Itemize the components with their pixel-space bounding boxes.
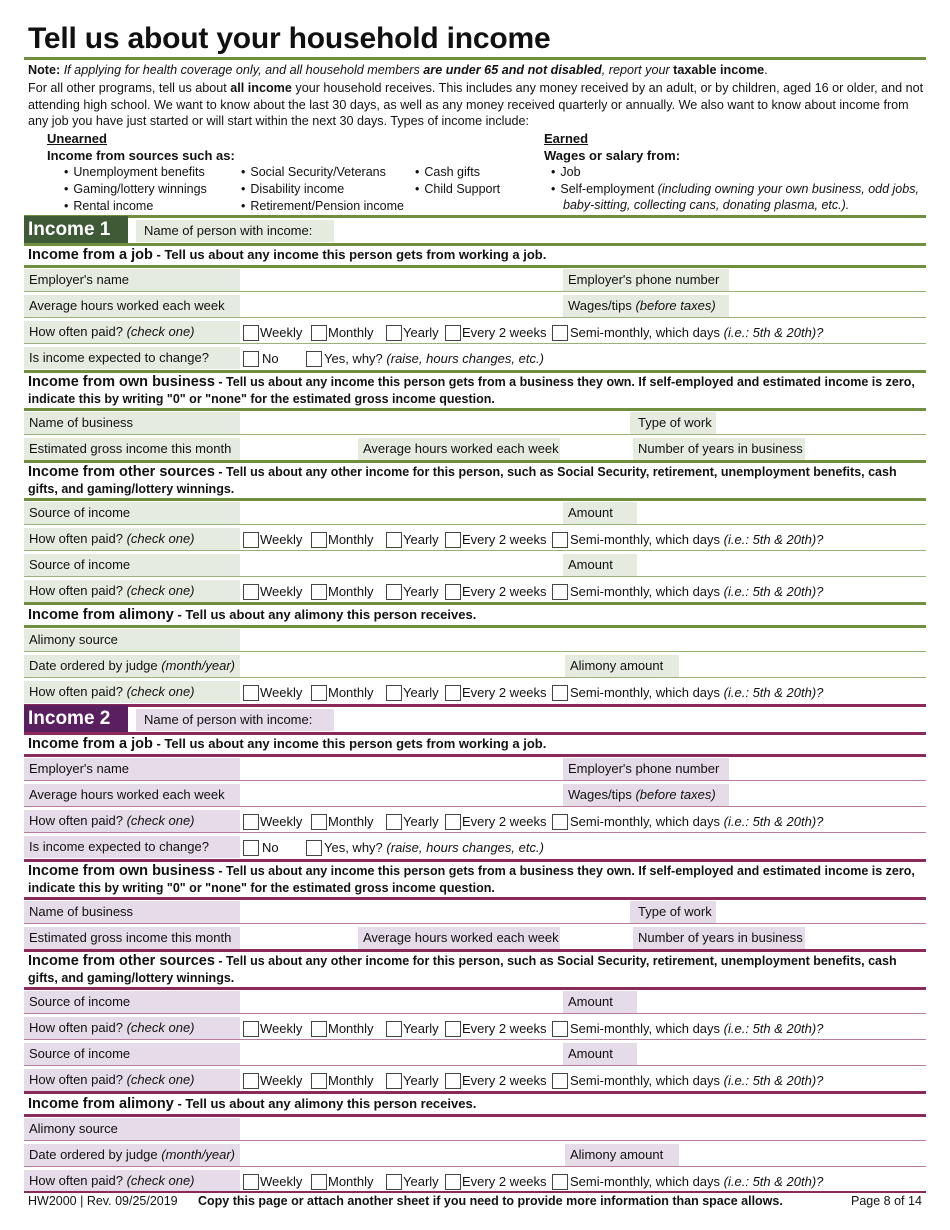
frequency-checkbox[interactable] xyxy=(445,1021,461,1037)
divider xyxy=(24,291,926,292)
alimony-section-heading: Income from alimony - Tell us about any alimony this person receives. xyxy=(28,607,477,623)
divider xyxy=(24,524,926,525)
employer-phone-input[interactable] xyxy=(731,758,926,780)
change-no-checkbox[interactable] xyxy=(243,351,259,367)
frequency-option-label: Every 2 weeks xyxy=(462,532,547,547)
frequency-checkbox[interactable] xyxy=(386,814,402,830)
source-of-income-input[interactable] xyxy=(242,1043,560,1065)
frequency-checkbox[interactable] xyxy=(243,532,259,548)
employer-name-label: Employer's name xyxy=(24,758,240,780)
frequency-option-label: Yearly xyxy=(403,685,439,700)
divider xyxy=(24,602,926,605)
form-id: HW2000 | Rev. 09/25/2019 xyxy=(28,1194,178,1208)
frequency-checkbox[interactable] xyxy=(386,685,402,701)
income-type-item: • Gaming/lottery winnings xyxy=(64,182,207,196)
frequency-checkbox[interactable] xyxy=(311,1021,327,1037)
years-in-business-input[interactable] xyxy=(807,438,926,460)
years-in-business-label: Number of years in business xyxy=(633,438,805,460)
business-hours-label: Average hours worked each week xyxy=(358,927,560,949)
employer-phone-label: Employer's phone number xyxy=(563,269,729,291)
employer-phone-input[interactable] xyxy=(731,269,926,291)
job-section-heading: Income from a job - Tell us about any income this person gets from working a job. xyxy=(28,247,547,263)
unearned-subheading: Income from sources such as: xyxy=(47,148,235,163)
divider xyxy=(24,317,926,318)
frequency-checkbox[interactable] xyxy=(243,1174,259,1190)
frequency-option-label: Weekly xyxy=(260,685,303,700)
semi-monthly-checkbox[interactable] xyxy=(552,325,568,341)
date-ordered-input[interactable] xyxy=(242,655,562,677)
divider xyxy=(24,832,926,833)
amount-label: Amount xyxy=(563,991,637,1013)
estimated-gross-label: Estimated gross income this month xyxy=(24,438,240,460)
person-name-input[interactable] xyxy=(336,709,926,731)
divider xyxy=(24,651,926,652)
divider xyxy=(24,806,926,807)
frequency-option-label: Weekly xyxy=(260,325,303,340)
frequency-option-label: Yearly xyxy=(403,1073,439,1088)
income-type-item: • Unemployment benefits xyxy=(64,165,205,179)
source-of-income-input[interactable] xyxy=(242,991,560,1013)
business-section-heading: Income from own business - Tell us about any income this person gets from a business they own. If self-employed and estimated income is zero, indicate this by writing "0" or "none" for the estimated gross income question. xyxy=(28,863,915,895)
frequency-checkbox[interactable] xyxy=(445,1174,461,1190)
frequency-checkbox[interactable] xyxy=(311,584,327,600)
alimony-source-input[interactable] xyxy=(242,1118,926,1140)
how-often-label: How often paid? (check one) xyxy=(24,681,240,703)
frequency-option-label: Weekly xyxy=(260,584,303,599)
page-title: Tell us about your household income xyxy=(28,22,551,55)
divider xyxy=(24,243,926,246)
semi-monthly-label: Semi-monthly, which days (i.e.: 5th & 20th)? xyxy=(570,1073,824,1088)
frequency-checkbox[interactable] xyxy=(311,532,327,548)
income-type-item: • Disability income xyxy=(241,182,344,196)
frequency-option-label: Monthly xyxy=(328,685,374,700)
frequency-option-label: Monthly xyxy=(328,325,374,340)
frequency-option-label: Yearly xyxy=(403,1021,439,1036)
business-hours-input[interactable] xyxy=(562,927,628,949)
frequency-option-label: Weekly xyxy=(260,532,303,547)
change-no-label: No xyxy=(262,351,279,366)
employer-name-input[interactable] xyxy=(242,758,560,780)
date-ordered-label: Date ordered by judge (month/year) xyxy=(24,655,240,677)
semi-monthly-label: Semi-monthly, which days (i.e.: 5th & 20th)? xyxy=(570,814,824,829)
amount-input[interactable] xyxy=(639,502,926,524)
divider xyxy=(24,1013,926,1014)
employer-phone-label: Employer's phone number xyxy=(563,758,729,780)
business-hours-label: Average hours worked each week xyxy=(358,438,560,460)
earned-heading: Earned xyxy=(544,131,589,146)
income-section-badge: Income 1 xyxy=(24,216,128,243)
frequency-option-label: Monthly xyxy=(328,532,374,547)
amount-label: Amount xyxy=(563,554,637,576)
frequency-option-label: Weekly xyxy=(260,814,303,829)
source-of-income-label: Source of income xyxy=(24,554,240,576)
frequency-option-label: Monthly xyxy=(328,1174,374,1189)
divider xyxy=(24,408,926,411)
frequency-checkbox[interactable] xyxy=(386,1174,402,1190)
frequency-option-label: Every 2 weeks xyxy=(462,685,547,700)
divider xyxy=(24,754,926,757)
divider xyxy=(24,923,926,924)
semi-monthly-checkbox[interactable] xyxy=(552,584,568,600)
divider xyxy=(24,343,926,344)
frequency-checkbox[interactable] xyxy=(386,1073,402,1089)
semi-monthly-checkbox[interactable] xyxy=(552,814,568,830)
how-often-label: How often paid? (check one) xyxy=(24,321,240,343)
frequency-checkbox[interactable] xyxy=(445,814,461,830)
frequency-option-label: Yearly xyxy=(403,1174,439,1189)
semi-monthly-label: Semi-monthly, which days (i.e.: 5th & 20th)? xyxy=(570,685,824,700)
semi-monthly-label: Semi-monthly, which days (i.e.: 5th & 20th)? xyxy=(570,1021,824,1036)
change-no-checkbox[interactable] xyxy=(243,840,259,856)
frequency-option-label: Every 2 weeks xyxy=(462,584,547,599)
alimony-amount-input[interactable] xyxy=(681,655,926,677)
frequency-checkbox[interactable] xyxy=(243,1073,259,1089)
employer-name-input[interactable] xyxy=(242,269,560,291)
divider xyxy=(24,576,926,577)
wages-label: Wages/tips (before taxes) xyxy=(563,784,729,806)
divider xyxy=(24,1039,926,1040)
unearned-heading: Unearned xyxy=(47,131,107,146)
alimony-section-heading: Income from alimony - Tell us about any alimony this person receives. xyxy=(28,1096,477,1112)
how-often-label: How often paid? (check one) xyxy=(24,580,240,602)
business-name-input[interactable] xyxy=(242,412,628,434)
frequency-checkbox[interactable] xyxy=(386,532,402,548)
frequency-checkbox[interactable] xyxy=(243,814,259,830)
source-of-income-input[interactable] xyxy=(242,554,560,576)
person-name-input[interactable] xyxy=(336,220,926,242)
how-often-label: How often paid? (check one) xyxy=(24,810,240,832)
divider xyxy=(24,1065,926,1066)
divider xyxy=(24,987,926,990)
frequency-option-label: Monthly xyxy=(328,584,374,599)
divider xyxy=(24,1091,926,1094)
amount-input[interactable] xyxy=(639,1043,926,1065)
frequency-checkbox[interactable] xyxy=(386,325,402,341)
estimated-gross-label: Estimated gross income this month xyxy=(24,927,240,949)
frequency-checkbox[interactable] xyxy=(386,1021,402,1037)
business-name-label: Name of business xyxy=(24,412,240,434)
income-type-item: • Job xyxy=(551,165,581,179)
frequency-option-label: Weekly xyxy=(260,1174,303,1189)
frequency-option-label: Monthly xyxy=(328,814,374,829)
income-type-item: • Retirement/Pension income xyxy=(241,199,404,213)
amount-input[interactable] xyxy=(639,991,926,1013)
frequency-option-label: Weekly xyxy=(260,1021,303,1036)
frequency-checkbox[interactable] xyxy=(445,532,461,548)
wages-input[interactable] xyxy=(731,295,926,317)
frequency-checkbox[interactable] xyxy=(311,1073,327,1089)
avg-hours-input[interactable] xyxy=(242,295,560,317)
change-yes-checkbox[interactable] xyxy=(306,840,322,856)
business-hours-input[interactable] xyxy=(562,438,628,460)
frequency-checkbox[interactable] xyxy=(243,685,259,701)
frequency-option-label: Yearly xyxy=(403,532,439,547)
semi-monthly-label: Semi-monthly, which days (i.e.: 5th & 20th)? xyxy=(570,532,824,547)
footer-instruction: Copy this page or attach another sheet if you need to provide more information than space allows. xyxy=(198,1194,783,1208)
income-type-item: • Self-employment (including owning your own business, odd jobs, xyxy=(551,182,919,196)
alimony-source-input[interactable] xyxy=(242,629,926,651)
amount-label: Amount xyxy=(563,1043,637,1065)
estimated-gross-input[interactable] xyxy=(242,438,356,460)
frequency-option-label: Monthly xyxy=(328,1021,374,1036)
type-of-work-label: Type of work xyxy=(630,412,716,434)
alimony-source-label: Alimony source xyxy=(24,629,240,651)
semi-monthly-checkbox[interactable] xyxy=(552,532,568,548)
how-often-label: How often paid? (check one) xyxy=(24,1017,240,1039)
source-of-income-input[interactable] xyxy=(242,502,560,524)
income-change-label: Is income expected to change? xyxy=(24,836,240,858)
frequency-checkbox[interactable] xyxy=(243,325,259,341)
other-sources-heading: Income from other sources - Tell us about any other income for this person, such as Social Security, retirement, unemployment benefits, cash gifts, and gaming/lottery winnings. xyxy=(28,464,897,496)
semi-monthly-checkbox[interactable] xyxy=(552,1021,568,1037)
divider xyxy=(24,1140,926,1141)
frequency-option-label: Every 2 weeks xyxy=(462,1073,547,1088)
divider xyxy=(24,434,926,435)
change-no-label: No xyxy=(262,840,279,855)
business-section-heading: Income from own business - Tell us about any income this person gets from a business they own. If self-employed and estimated income is zero, indicate this by writing "0" or "none" for the estimated gross income question. xyxy=(28,374,915,406)
intro-text: For all other programs, tell us about all income your household receives. This includes any money received by an adult, or by children, aged 16 or older, and not attending high school. We want to know about the last 30 days, as well as any money received quarterly or annually. We also want to know about income from any job you have just started or will start within the next 30 days. Types of income include: xyxy=(28,81,924,128)
type-of-work-input[interactable] xyxy=(718,901,926,923)
frequency-option-label: Monthly xyxy=(328,1073,374,1088)
divider xyxy=(24,780,926,781)
semi-monthly-checkbox[interactable] xyxy=(552,685,568,701)
divider xyxy=(24,949,926,952)
divider xyxy=(24,732,926,735)
income-type-item: • Child Support xyxy=(415,182,500,196)
divider xyxy=(24,1114,926,1117)
frequency-option-label: Yearly xyxy=(403,814,439,829)
how-often-label: How often paid? (check one) xyxy=(24,1170,240,1192)
alimony-amount-input[interactable] xyxy=(681,1144,926,1166)
type-of-work-input[interactable] xyxy=(718,412,926,434)
alimony-source-label: Alimony source xyxy=(24,1118,240,1140)
estimated-gross-input[interactable] xyxy=(242,927,356,949)
name-of-person-label: Name of person with income: xyxy=(136,709,334,731)
income-change-label: Is income expected to change? xyxy=(24,347,240,369)
divider xyxy=(24,897,926,900)
alimony-amount-label: Alimony amount xyxy=(565,655,679,677)
income-type-item-cont: baby-sitting, collecting cans, donating plasma, etc.). xyxy=(563,198,850,212)
divider xyxy=(24,460,926,463)
income-type-item: • Social Security/Veterans xyxy=(241,165,386,179)
frequency-checkbox[interactable] xyxy=(445,325,461,341)
semi-monthly-checkbox[interactable] xyxy=(552,1073,568,1089)
frequency-checkbox[interactable] xyxy=(445,685,461,701)
avg-hours-input[interactable] xyxy=(242,784,560,806)
employer-name-label: Employer's name xyxy=(24,269,240,291)
divider xyxy=(24,265,926,268)
page-number: Page 8 of 14 xyxy=(851,1194,922,1208)
date-ordered-input[interactable] xyxy=(242,1144,562,1166)
wages-label: Wages/tips (before taxes) xyxy=(563,295,729,317)
divider xyxy=(24,550,926,551)
avg-hours-label: Average hours worked each week xyxy=(24,784,240,806)
business-name-input[interactable] xyxy=(242,901,628,923)
earned-subheading: Wages or salary from: xyxy=(544,148,681,163)
name-of-person-label: Name of person with income: xyxy=(136,220,334,242)
semi-monthly-label: Semi-monthly, which days (i.e.: 5th & 20th)? xyxy=(570,325,824,340)
divider xyxy=(24,1166,926,1167)
source-of-income-label: Source of income xyxy=(24,502,240,524)
semi-monthly-label: Semi-monthly, which days (i.e.: 5th & 20th)? xyxy=(570,1174,824,1189)
change-yes-label: Yes, why? (raise, hours changes, etc.) xyxy=(324,840,544,855)
frequency-option-label: Yearly xyxy=(403,584,439,599)
frequency-checkbox[interactable] xyxy=(311,1174,327,1190)
semi-monthly-checkbox[interactable] xyxy=(552,1174,568,1190)
business-name-label: Name of business xyxy=(24,901,240,923)
divider xyxy=(24,498,926,501)
frequency-option-label: Weekly xyxy=(260,1073,303,1088)
years-in-business-input[interactable] xyxy=(807,927,926,949)
income-type-item: • Cash gifts xyxy=(415,165,480,179)
how-often-label: How often paid? (check one) xyxy=(24,1069,240,1091)
change-yes-label: Yes, why? (raise, hours changes, etc.) xyxy=(324,351,544,366)
alimony-amount-label: Alimony amount xyxy=(565,1144,679,1166)
frequency-checkbox[interactable] xyxy=(445,1073,461,1089)
amount-label: Amount xyxy=(563,502,637,524)
frequency-checkbox[interactable] xyxy=(445,584,461,600)
semi-monthly-label: Semi-monthly, which days (i.e.: 5th & 20th)? xyxy=(570,584,824,599)
income-section-badge: Income 2 xyxy=(24,705,128,732)
how-often-label: How often paid? (check one) xyxy=(24,528,240,550)
change-yes-checkbox[interactable] xyxy=(306,351,322,367)
frequency-option-label: Yearly xyxy=(403,325,439,340)
type-of-work-label: Type of work xyxy=(630,901,716,923)
date-ordered-label: Date ordered by judge (month/year) xyxy=(24,1144,240,1166)
divider xyxy=(24,625,926,628)
frequency-option-label: Every 2 weeks xyxy=(462,1174,547,1189)
frequency-checkbox[interactable] xyxy=(311,814,327,830)
frequency-checkbox[interactable] xyxy=(311,325,327,341)
years-in-business-label: Number of years in business xyxy=(633,927,805,949)
note-text: Note: If applying for health coverage only, and all household members are under 65 and not disabled, report your taxable income. xyxy=(28,63,768,77)
source-of-income-label: Source of income xyxy=(24,1043,240,1065)
divider xyxy=(24,370,926,373)
frequency-option-label: Every 2 weeks xyxy=(462,814,547,829)
frequency-option-label: Every 2 weeks xyxy=(462,325,547,340)
job-section-heading: Income from a job - Tell us about any income this person gets from working a job. xyxy=(28,736,547,752)
frequency-checkbox[interactable] xyxy=(311,685,327,701)
other-sources-heading: Income from other sources - Tell us about any other income for this person, such as Social Security, retirement, unemployment benefits, cash gifts, and gaming/lottery winnings. xyxy=(28,953,897,985)
frequency-checkbox[interactable] xyxy=(243,584,259,600)
income-type-item: • Rental income xyxy=(64,199,153,213)
frequency-option-label: Every 2 weeks xyxy=(462,1021,547,1036)
amount-input[interactable] xyxy=(639,554,926,576)
wages-input[interactable] xyxy=(731,784,926,806)
divider xyxy=(24,677,926,678)
divider xyxy=(24,859,926,862)
avg-hours-label: Average hours worked each week xyxy=(24,295,240,317)
frequency-checkbox[interactable] xyxy=(386,584,402,600)
frequency-checkbox[interactable] xyxy=(243,1021,259,1037)
source-of-income-label: Source of income xyxy=(24,991,240,1013)
